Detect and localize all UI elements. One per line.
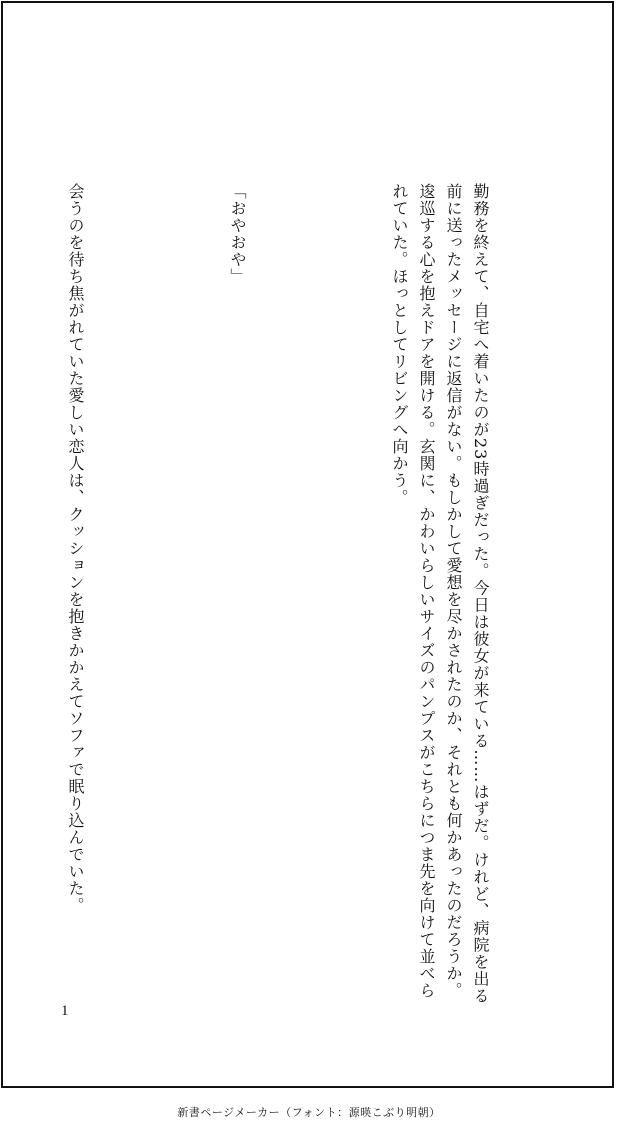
blank-line bbox=[0, 183, 8, 1013]
page-frame bbox=[1, 1, 614, 1088]
footer-caption: 新書ページメーカー（フォント：源暎こぶり明朝） bbox=[177, 1106, 441, 1119]
paragraph-2: 会うのを待ち焦がれていた愛しい恋人は、クッションを抱きかかえてソファで眠り込んでいた。 bbox=[66, 183, 85, 914]
vertical-text-body bbox=[0, 183, 548, 1013]
paragraph-1: 勤務を終えて、自宅へ着いたのが23時過ぎだった。今日は彼女が来ている……はずだ。けれど、病院を出る前に送ったメッセージに返信がない。もしかして愛想を尽かされたのか、それとも何かあったのだろうか。逡巡する心を抱えドアを開ける。玄関に、かわいらしいサイズのパンプスがこちらにつま先を向けて並べられていた。ほっとしてリビングへ向かう。 bbox=[390, 183, 490, 1005]
page-number: 1 bbox=[61, 1003, 69, 1019]
blank-line bbox=[305, 183, 332, 1013]
paragraph-dialogue-1: 「おやおや」 bbox=[228, 183, 247, 285]
blank-line bbox=[143, 183, 170, 1013]
